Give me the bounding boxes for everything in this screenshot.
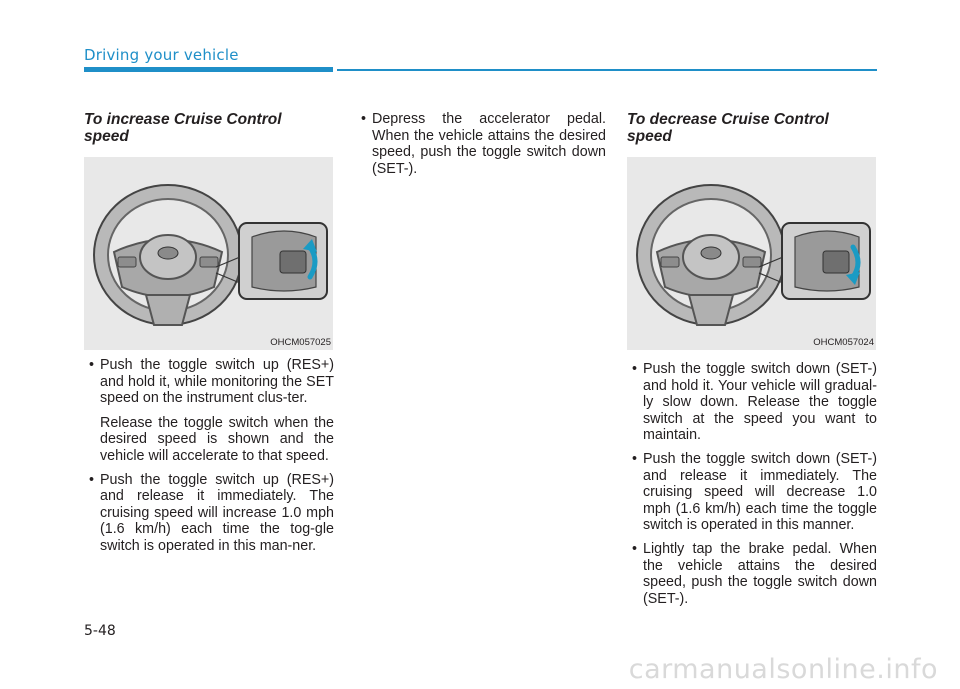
list-item: • Lightly tap the brake pedal. When the vehicle attains the desired speed, push the toggle switch down (SET-). [632, 540, 877, 607]
list-item: • Push the toggle switch up (RES+) and hold it, while monitoring the SET speed on the instrument clus-ter. Release the toggle switch when the desired speed is shown and the vehicle will accelerate to that speed. [89, 357, 334, 464]
steering-wheel-illustration [627, 157, 876, 350]
right-heading: To decrease Cruise Control speed [627, 111, 829, 145]
left-heading: To increase Cruise Control speed [84, 111, 282, 145]
header-rule-thin [337, 69, 877, 71]
steering-wheel-figure-decrease [627, 157, 876, 350]
figure-code: OHCM057025 [270, 337, 331, 348]
middle-bullet-list [356, 111, 606, 184]
list-item: • Push the toggle switch down (SET-) and hold it. Your vehicle will gradual-ly slow down. Release the toggle switch at the speed you want to maintain. [632, 361, 877, 444]
list-item: • Push the toggle switch up (RES+) and release it immediately. The cruising speed will increase 1.0 mph (1.6 km/h) each time the tog-gle switch is operated in this man-ner. [89, 471, 334, 554]
figure-code: OHCM057024 [813, 337, 874, 348]
steering-wheel-figure-increase [84, 157, 333, 350]
left-bullet-list [84, 357, 334, 562]
watermark: carmanualsonline.info [628, 654, 938, 685]
header-rule-thick [84, 67, 333, 72]
page-number: 5-48 [84, 623, 116, 639]
list-item-note: Release the toggle switch when the desired speed is shown and the vehicle will accelerate to that speed. [100, 414, 334, 464]
list-item: • Depress the accelerator pedal. When the vehicle attains the desired speed, push the toggle switch down (SET-). [361, 111, 606, 177]
right-bullet-list [627, 361, 877, 614]
section-title: Driving your vehicle [84, 46, 239, 64]
list-item: • Push the toggle switch down (SET-) and release it immediately. The cruising speed will decrease 1.0 mph (1.6 km/h) each time the toggle switch is operated in this manner. [632, 450, 877, 534]
steering-wheel-illustration [84, 157, 333, 350]
